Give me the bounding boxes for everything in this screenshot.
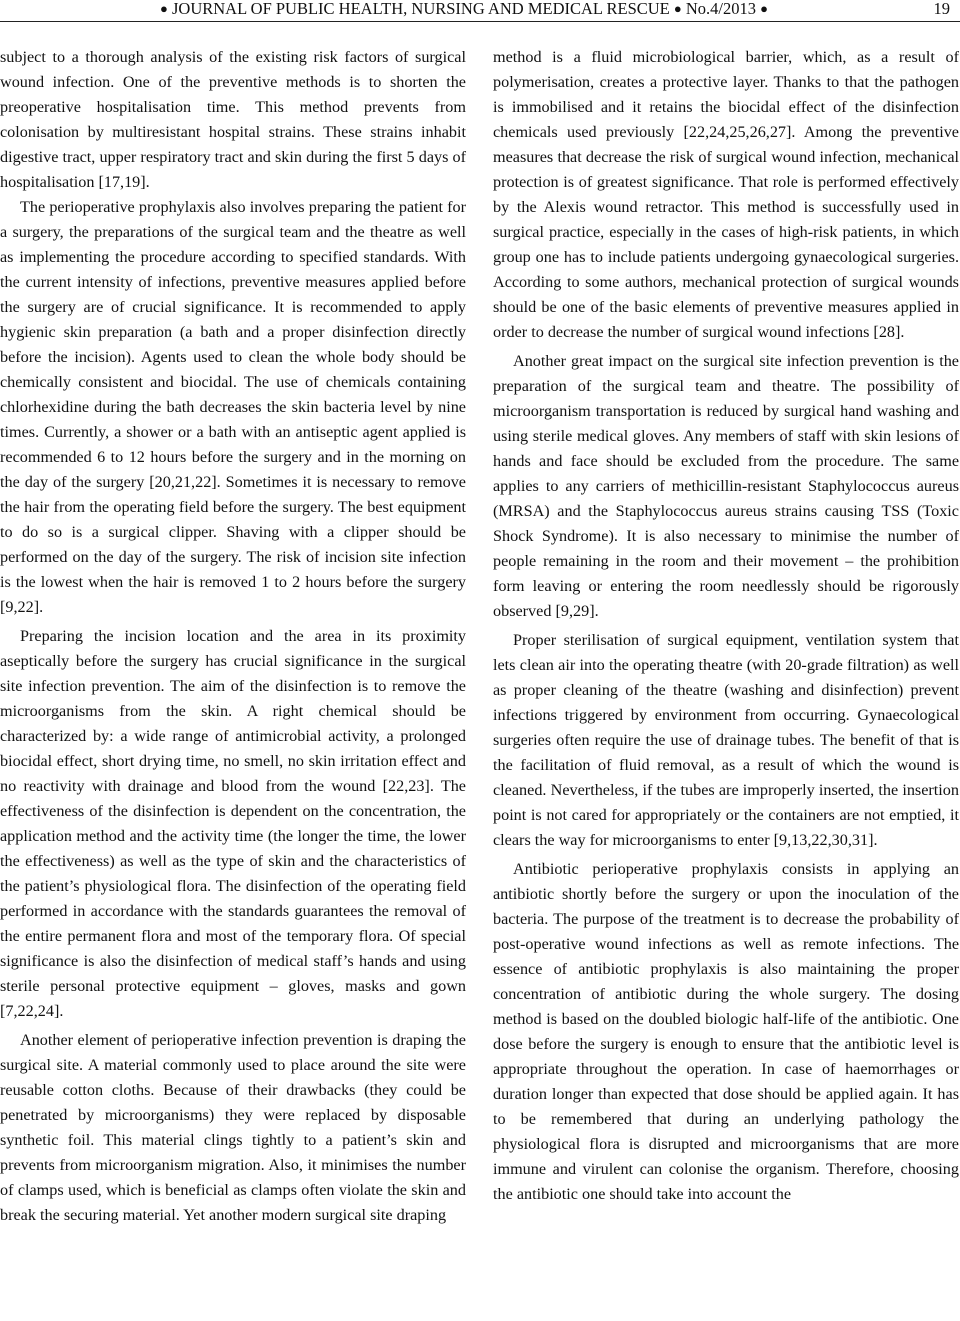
paragraph: method is a fluid microbiological barrier, which, as a result of polymerisation, creates a protective layer. Thanks to that the pathogen is immobilised and it retains the biocidal effect of the disinfection chemicals used previously [22,24,25,26,27]. Among the preventive measures that decrease the risk of surgical wound infection, mechanical protection is of greatest significance. That role is performed effectively by the Alexis wound retractor. This method is successfully used in surgical practice, especially in the cases of high-risk patients, in which group one has to include patients undergoing gynaecological surgeries. According to some authors, mechanical protection of surgical wounds should be one of the basic elements of preventive measures applied in order to decrease the number of surgical wound infections [28].: [493, 48, 959, 341]
page-number: 19: [933, 0, 950, 18]
paragraph: The perioperative prophylaxis also involves preparing the patient for a surgery, the preparations of the surgical team and the theatre as well as implementing the procedure according to specified standards. With the current intensity of infections, preventive measures applied before the surgery are of crucial significance. It is recommended to apply hygienic skin preparation (a bath and a proper disinfection directly before the incision). Agents used to clean the whole body should be chemically consistent and biocidal. The use of chemicals containing chlorhexidine during the bath decreases the skin bacteria level by nine times. Currently, a shower or a bath with an antiseptic agent applied is recommended 6 to 12 hours before the surgery and in the morning on the day of the surgery [20,21,22]. Sometimes it is necessary to remove the hair from the operating field before the surgery. The best equipment to do so is a surgical clipper. Shaving with a clipper should be performed on the day of the surgery. The risk of incision site infection is the lowest when the hair is removed 1 to 2 hours before the surgery [9,22].: [0, 198, 466, 616]
issue-number: No.4/2013: [685, 0, 756, 18]
bullet-icon: ●: [160, 1, 168, 16]
journal-title: JOURNAL OF PUBLIC HEALTH, NURSING AND MEDICAL RESCUE: [171, 0, 670, 18]
journal-header-line: [160, 0, 768, 18]
header-divider: [0, 21, 960, 22]
paragraph: Proper sterilisation of surgical equipment, ventilation system that lets clean air into the operating theatre (with 20-grade filtration) as well as proper cleaning of the theatre (washing and disinfection) prevent infections triggered by environment from occurring. Gynaecological surgeries often require the use of drainage tubes. The benefit of that is the facilitation of fluid removal, as a result of which the wound is cleaned. Nevertheless, if the tubes are improperly inserted, the insertion point is not cared for appropriately or the containers are not emptied, it clears the way for microorganisms to enter [9,13,22,30,31].: [493, 631, 959, 849]
left-text-column: [0, 45, 466, 1228]
paragraph: subject to a thorough analysis of the existing risk factors of surgical wound infection. One of the preventive methods is to shorten the preoperative hospitalisation time. This method prevents from colonisation by multiresistant hospital strains. These strains inhabit digestive tract, upper respiratory tract and skin during the first 5 days of hospitalisation [17,19].: [0, 48, 466, 191]
paragraph: Another element of perioperative infection prevention is draping the surgical site. A material commonly used to place around the site were reusable cotton cloths. Because of their drawbacks (they could be penetrated by microorganisms) they were replaced by disposable synthetic foil. This material clings tightly to a patient’s skin and prevents from microorganism migration. Also, it minimises the number of clamps used, which is beneficial as clamps often violate the skin and break the securing material. Yet another modern surgical site draping: [0, 1031, 466, 1224]
bullet-icon: ●: [760, 1, 768, 16]
paragraph: Antibiotic perioperative prophylaxis consists in applying an antibiotic shortly before the surgery or upon the inoculation of the bacteria. The purpose of the treatment is to decrease the probability of post-operative wound infections as well as remote infections. The essence of antibiotic prophylaxis is also maintaining the proper concentration of antibiotic during the whole surgery. The dosing method is based on the doubled biologic half-life of the antibiotic. One dose before the surgery is enough to ensure that the antibiotic level is appropriate throughout the operation. In case of haemorrhages or duration longer than expected that dose should be applied again. It has to be remembered that during an underlying pathology the physiological flora is disrupted and microorganisms that are more immune and virulent can colonise the organism. Therefore, choosing the antibiotic one should take into account the: [493, 860, 959, 1203]
paragraph: Another great impact on the surgical site infection prevention is the preparation of the surgical team and theatre. The possibility of microorganism transportation is reduced by surgical hand washing and using sterile medical gloves. Any members of staff with skin lesions of hands and face should be excluded from the procedure. The same applies to any carriers of methicillin-resistant Staphylococcus aureus (MRSA) and the Staphylococcus aureus strains causing TSS (Toxic Shock Syndrome). It is also necessary to minimise the number of people remaining in the room and their movement – the prohibition form leaving or entering the room needlessly should be rigorously observed [9,29].: [493, 352, 959, 620]
bullet-icon: ●: [673, 1, 682, 16]
right-text-column: [493, 45, 959, 1207]
paragraph: Preparing the incision location and the area in its proximity aseptically before the surgery has crucial significance in the surgical site infection prevention. The aim of the disinfection is to remove the microorganisms from the skin. A right chemical should be characterized by: a wide range of antimicrobial activity, a prolonged biocidal effect, short drying time, no smell, no skin irritation effect and no reactivity with drainage and blood from the wound [22,23]. The effectiveness of the disinfection is dependent on the concentration, the application method and the activity time (the longer the time, the lower the effectiveness) as well as the type of skin and the characteristics of the patient’s physiological flora. The disinfection of the operating field performed in accordance with the standards guarantees the removal of the entire permanent flora and most of the temporary flora. Of special significance is also the disinfection of medical staff’s hands and using sterile personal protective equipment – gloves, masks and gown [7,22,24].: [0, 627, 466, 1020]
running-header: [0, 0, 960, 22]
